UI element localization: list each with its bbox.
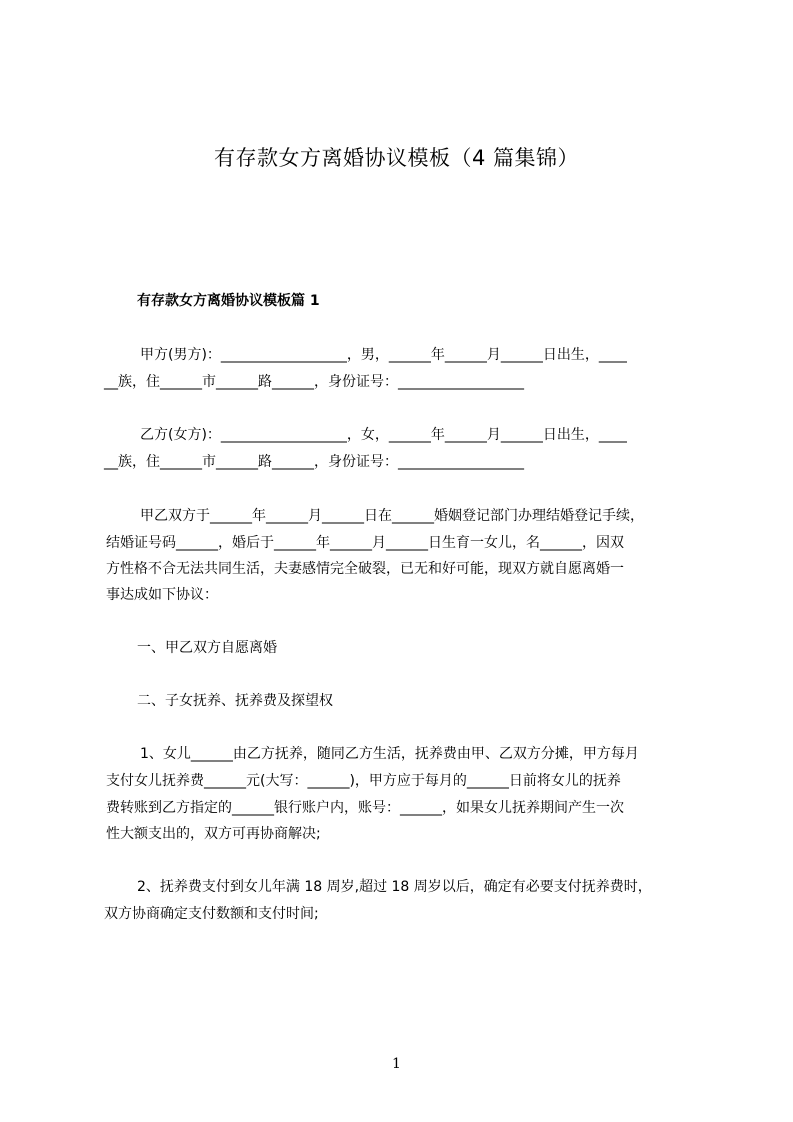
item-1-line-2: 支付女儿抚养费______元(大写：______)，甲方应于每月的______日前将女儿的抚养 <box>106 773 621 789</box>
preamble-line-2: 结婚证号码______，婚后于______年______月______日生育一女儿，名______，因双 <box>106 535 624 551</box>
item-1-line-1: 1、女儿______由乙方抚养，随同乙方生活，抚养费由甲、乙双方分摊，甲方每月 <box>140 746 639 762</box>
party-b-line-1: 乙方(女方)：__________________，女，______年______月______日出生，____ <box>140 427 627 443</box>
preamble-line-3: 方性格不合无法共同生活，夫妻感情完全破裂，已无和好可能，现双方就自愿离婚一 <box>106 561 624 577</box>
item-2-line-2: 双方协商确定支付数额和支付时间; <box>104 906 319 922</box>
clause-2: 二、子女抚养、抚养费及探望权 <box>137 693 333 709</box>
clause-1: 一、甲乙双方自愿离婚 <box>137 640 277 656</box>
item-2-line-1: 2、抚养费支付到女儿年满 18 周岁,超过 18 周岁以后，确定有必要支付抚养费时， <box>137 879 652 895</box>
preamble-line-1: 甲乙双方于______年______月______日在______婚姻登记部门办理结婚登记手续， <box>140 508 644 524</box>
item-1-line-4: 性大额支出的，双方可再协商解决; <box>106 826 321 842</box>
item-1-line-3: 费转账到乙方指定的______银行账户内，账号：______，如果女儿抚养期间产生一次 <box>106 800 624 816</box>
preamble-line-4: 事达成如下协议： <box>106 587 218 603</box>
party-a-line-1: 甲方(男方)：__________________，男，______年______月______日出生，____ <box>140 347 627 363</box>
party-a-line-2: __族，住______市______路______，身份证号：__________________ <box>104 374 524 390</box>
section-heading: 有存款女方离婚协议模板篇 1 <box>137 293 320 309</box>
page-number: 1 <box>392 1056 401 1072</box>
party-b-line-2: __族，住______市______路______，身份证号：__________________ <box>104 454 524 470</box>
document-title: 有存款女方离婚协议模板（4 篇集锦） <box>213 146 580 170</box>
